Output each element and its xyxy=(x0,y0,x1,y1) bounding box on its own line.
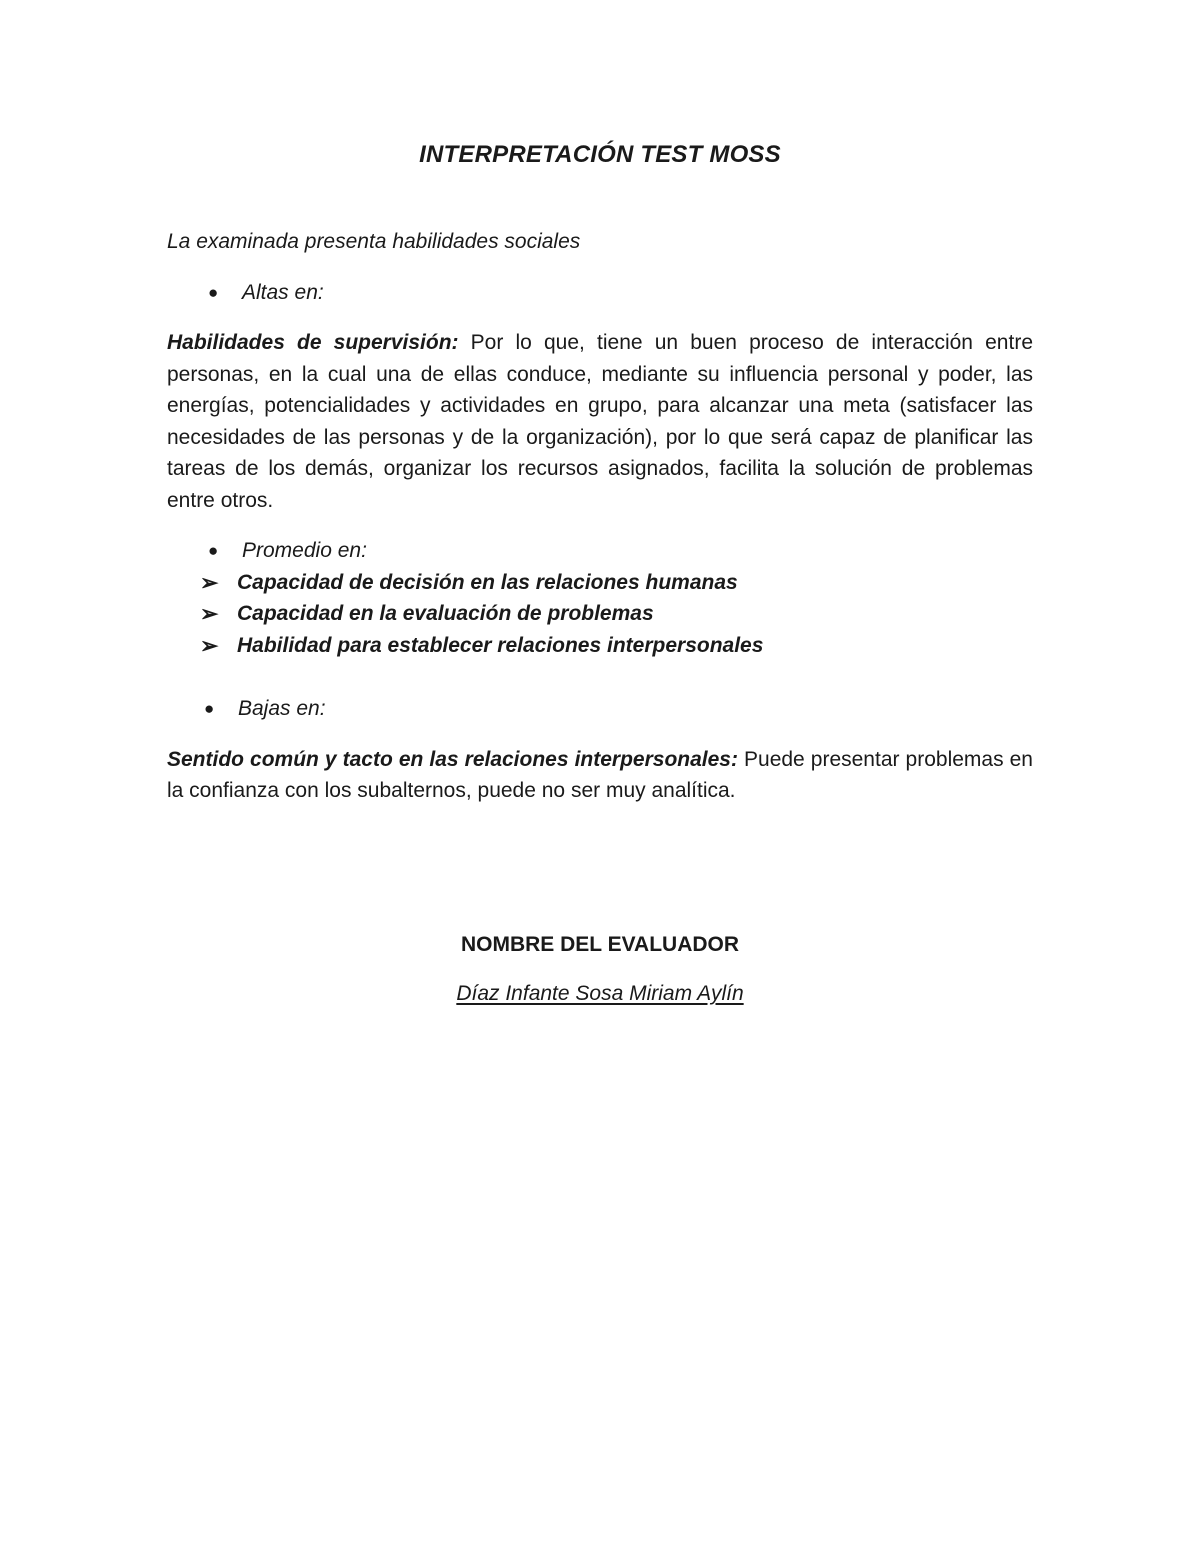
level-low-label: Bajas en: xyxy=(238,697,326,720)
list-item xyxy=(167,598,1033,630)
low-skill-paragraph xyxy=(167,744,1033,807)
average-skill-label: Habilidad para establecer relaciones interpersonales xyxy=(237,633,764,657)
bullet-icon: ● xyxy=(208,541,219,560)
bullet-icon: ● xyxy=(204,699,215,718)
low-skill-term: Sentido común y tacto en las relaciones interpersonales: xyxy=(167,747,738,771)
high-skill-description: Por lo que, tiene un buen proceso de interacción entre personas, en la cual una de ellas conduce, mediante su influencia personal y poder, las energías, potencialidades y actividades en grupo, para alcanzar una meta (satisfacer las necesidades de las personas y de la organización), por lo que será capaz de planificar las tareas de los demás, organizar los recursos asignados, facilita la solución de problemas entre otros. xyxy=(167,331,1033,512)
average-skill-label: Capacidad en la evaluación de problemas xyxy=(237,602,654,625)
high-skill-paragraph xyxy=(167,327,1033,516)
arrowhead-icon: ➢ xyxy=(200,601,219,626)
average-skills-list xyxy=(167,567,1033,662)
level-average-label: Promedio en: xyxy=(242,539,367,562)
level-low xyxy=(167,693,1033,725)
level-high-label: Altas en: xyxy=(242,280,324,304)
document-title: INTERPRETACIÓN TEST MOSS xyxy=(419,141,781,168)
bullet-icon: ● xyxy=(208,282,219,302)
average-skill-label: Capacidad de decisión en las relaciones humanas xyxy=(237,570,738,594)
level-average xyxy=(167,535,1033,567)
evaluator-label: NOMBRE DEL EVALUADOR xyxy=(460,932,740,956)
list-item xyxy=(167,630,1033,662)
list-item xyxy=(167,567,1033,599)
arrowhead-icon: ➢ xyxy=(200,632,219,658)
evaluator-name: Díaz Infante Sosa Miriam Aylín xyxy=(456,982,744,1005)
intro-text: La examinada presenta habilidades sociales xyxy=(167,230,581,253)
level-high xyxy=(167,277,1033,309)
document-body xyxy=(167,136,1033,1010)
arrowhead-icon: ➢ xyxy=(200,569,219,595)
high-skill-term: Habilidades de supervisión: xyxy=(167,331,459,354)
low-skill-description: Puede presentar problemas en la confianza con los subalternos, puede no ser muy analítica. xyxy=(167,747,1033,802)
